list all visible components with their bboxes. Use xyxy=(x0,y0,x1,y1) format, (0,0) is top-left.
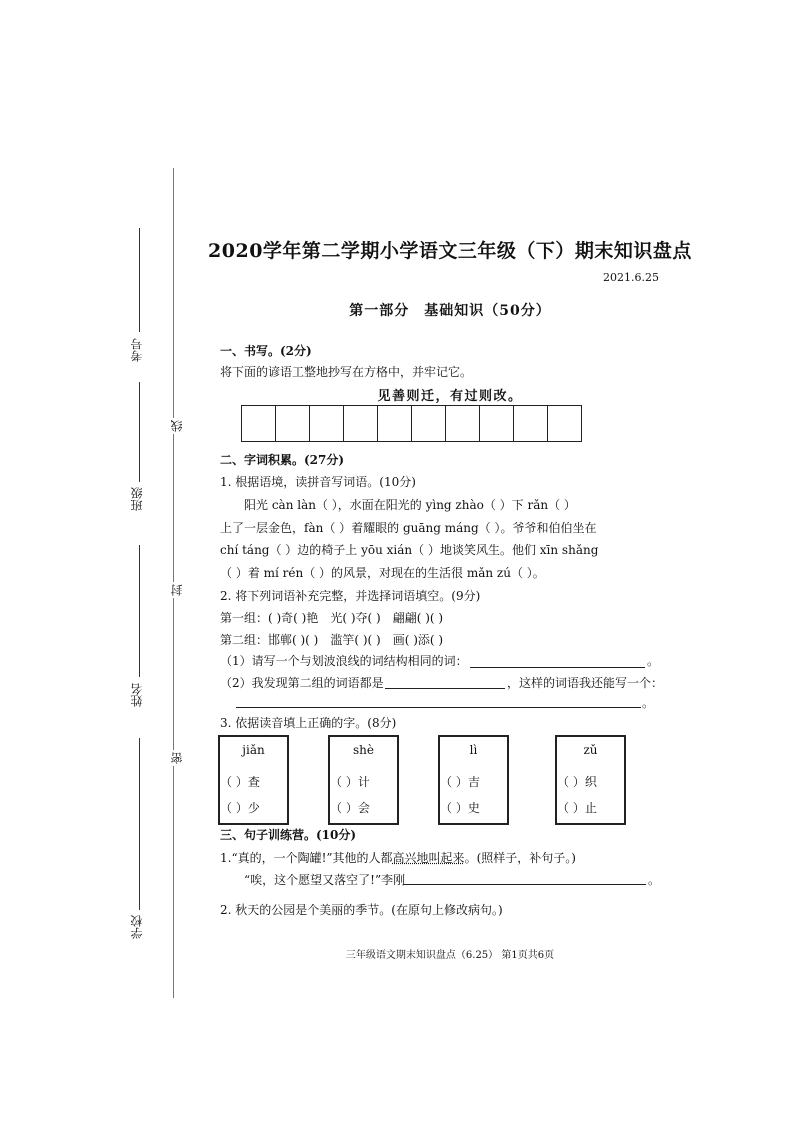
school-label: 学校 xyxy=(130,915,144,939)
pinyin-blank-a[interactable]: （ ）织 xyxy=(557,775,597,789)
pinyin-label: shè xyxy=(353,743,374,757)
s3-q2-prompt: 2. 秋天的公园是个美丽的季节。(在原句上修改病句。) xyxy=(220,903,503,917)
pinyin-blank-b[interactable]: （ ）会 xyxy=(330,801,370,815)
q1-line1: 阳光 càn làn（ ），水面在阳光的 yìng zhào（ ）下 rǎn（ ） xyxy=(244,498,576,512)
exam-date: 2021.6.25 xyxy=(603,271,659,284)
grid-cell[interactable] xyxy=(310,406,344,441)
q2-group1: 第一组：( )奇( )艳 光( )夺( ) 翩翩( )( ) xyxy=(220,611,444,625)
pinyin-blank-b[interactable]: （ ）史 xyxy=(440,801,480,815)
school-field[interactable] xyxy=(139,738,140,910)
exam-no-field[interactable] xyxy=(139,228,140,332)
section2-heading: 二、字词积累。(27分) xyxy=(220,453,345,467)
grid-cell[interactable] xyxy=(378,406,412,441)
writing-grid xyxy=(241,405,582,442)
s3-q1-prompt xyxy=(220,849,576,866)
pinyin-label: zǔ xyxy=(583,743,598,757)
q2-sub2: （2）我发现第二组的词语都是 xyxy=(220,676,384,690)
s3-q1-prompt-dotted: 高兴地叫起来 xyxy=(392,851,465,865)
name-field[interactable] xyxy=(139,545,140,677)
part-heading: 第一部分 基础知识（50分） xyxy=(349,303,551,319)
section1-instruction: 将下面的谚语工整地抄写在方格中，并牢记它。 xyxy=(220,365,473,379)
grid-cell[interactable] xyxy=(344,406,378,441)
q2-sub2-tail: ，这样的词语我还能写一个： xyxy=(507,676,664,690)
class-label: 班级 xyxy=(130,487,144,511)
exam-no-label: 考号 xyxy=(130,338,144,362)
q2-sub1-period: 。 xyxy=(647,654,660,668)
pinyin-box xyxy=(218,735,289,825)
class-field[interactable] xyxy=(139,382,140,482)
q2-sub1-answer-line[interactable] xyxy=(470,667,645,668)
q2-sub2-period: 。 xyxy=(642,696,655,710)
pinyin-box xyxy=(555,735,626,825)
pinyin-blank-a[interactable]: （ ）查 xyxy=(220,775,260,789)
grid-cell[interactable] xyxy=(514,406,548,441)
grid-cell[interactable] xyxy=(480,406,514,441)
q1-line4: （ ）着 mí rén（ ）的风景，对现在的生活很 mǎn zú（ ）。 xyxy=(220,566,545,580)
q1-line2: 上了一层金色，fàn（ ）着耀眼的 guāng máng（ ）。爷爷和伯伯坐在 xyxy=(220,521,597,535)
grid-cell[interactable] xyxy=(276,406,310,441)
q2-sub1: （1）请写一个与划波浪线的词结构相同的词： xyxy=(220,654,468,668)
section1-heading: 一、书写。(2分) xyxy=(220,344,312,358)
pinyin-blank-a[interactable]: （ ）吉 xyxy=(440,775,480,789)
s3-q1-prompt-a: 1.“真的，一个陶罐!”其他的人都 xyxy=(220,851,393,865)
s3-q1-prompt-b: 。(照样子，补句子。) xyxy=(464,851,576,865)
section3-heading: 三、句子训练营。(10分) xyxy=(220,828,357,842)
s3-q1-example: “唉，这个愿望又落空了!”李刚 xyxy=(244,873,406,887)
pinyin-blank-a[interactable]: （ ）计 xyxy=(330,775,370,789)
name-label: 姓名 xyxy=(130,683,144,707)
grid-cell[interactable] xyxy=(548,406,582,441)
q1-prompt: 1. 根据语境，读拼音写词语。(10分) xyxy=(220,475,416,489)
pinyin-label: lì xyxy=(469,743,478,757)
q2-group2: 第二组：邯郸( )( ) 滥竽( )( ) 画( )添( ) xyxy=(220,633,444,647)
seal-char-feng: 封 xyxy=(170,584,184,596)
exam-title: 2020学年第二学期小学语文三年级（下）期末知识盘点 xyxy=(208,240,692,262)
pinyin-blank-b[interactable]: （ ）少 xyxy=(220,801,260,815)
proverb: 见善则迁，有过则改。 xyxy=(377,389,523,404)
pinyin-blank-b[interactable]: （ ）止 xyxy=(557,801,597,815)
q2-sub2-answer-line[interactable] xyxy=(385,688,505,689)
seal-char-xian: 线 xyxy=(170,420,184,432)
q1-line3: chí táng（ ）边的椅子上 yōu xián（ ）地谈笑风生。他们 xīn shǎng xyxy=(220,543,599,557)
grid-cell[interactable] xyxy=(242,406,276,441)
q2-prompt: 2. 将下列词语补充完整，并选择词语填空。(9分) xyxy=(220,589,481,603)
pinyin-box xyxy=(328,735,399,825)
pinyin-label: jiǎn xyxy=(242,743,265,757)
seal-char-mi: 密 xyxy=(170,752,184,764)
pinyin-box xyxy=(438,735,509,825)
page-footer: 三年级语文期末知识盘点（6.25） 第1页共6页 xyxy=(345,950,555,961)
q3-prompt: 3. 依据读音填上正确的字。(8分) xyxy=(220,716,397,730)
q2-sub2-extra-line[interactable] xyxy=(236,707,641,708)
grid-cell[interactable] xyxy=(446,406,480,441)
s3-q1-answer-line[interactable] xyxy=(404,884,646,885)
s3-q1-period: 。 xyxy=(648,873,661,887)
grid-cell[interactable] xyxy=(412,406,446,441)
